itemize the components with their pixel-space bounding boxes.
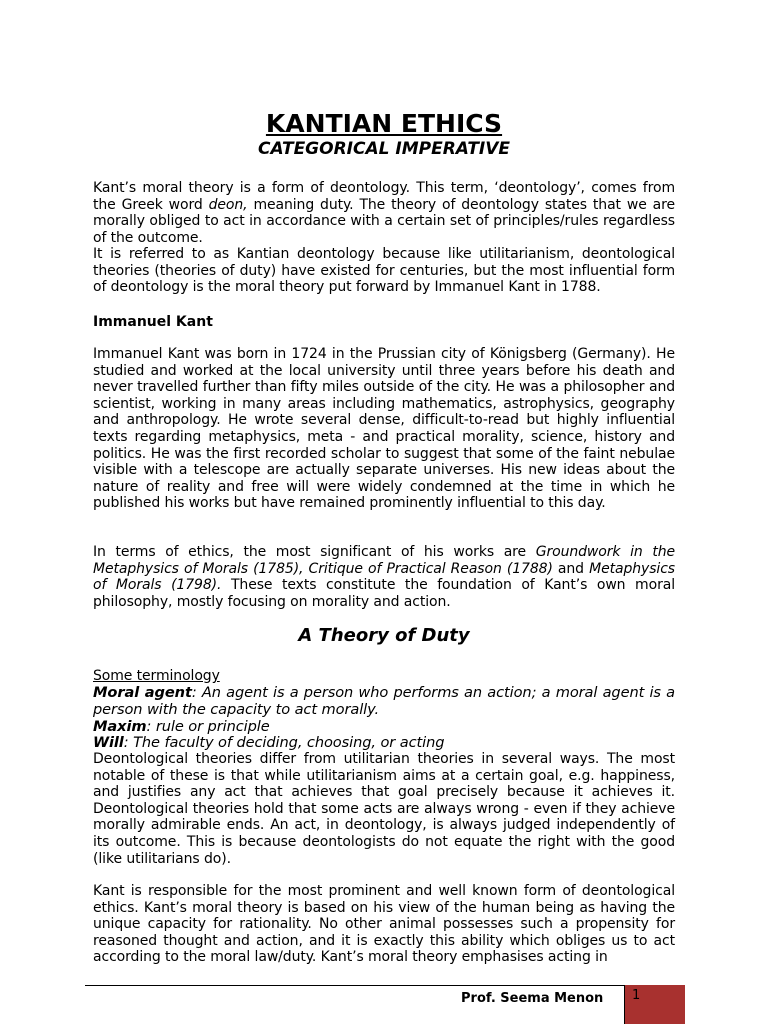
works-title-3: Metaphysics of Morals (1798).	[93, 560, 675, 594]
intro-text-cont: meaning duty. The theory of deontology states that we are morally obliged to act in accordance with a certain set of principles/rules regardless of the outcome.	[93, 196, 676, 246]
page-title: KANTIAN ETHICS	[265, 109, 503, 138]
will-definition	[93, 735, 675, 752]
terminology-label-text: Some terminology	[93, 668, 220, 684]
will-def: : The faculty of deciding, choosing, or acting	[123, 734, 445, 751]
works-titles: Groundwork in the Metaphysics of Morals (1785), Critique of Practical Reason (1788)	[93, 544, 675, 577]
deon-term: deon,	[208, 196, 248, 213]
footer-divider	[85, 985, 675, 986]
page-number: 1	[632, 988, 641, 1003]
deontological-paragraph: Deontological theories differ from utilitarian theories in several ways. The most notable of these is that while utilitarianism aims at a certain goal, e.g. happiness, and justifies any act that achieves that goal precisely because it achieves it. Deontological theories hold that some acts are always wrong - even if they achieve morally admirable ends. An act, in deontology, is always judged independently of its outcome. This is because deontologists do not equate the right with the good (like utilitarians do).	[93, 751, 675, 867]
terminology-label	[93, 668, 675, 685]
kant-theory-paragraph: Kant is responsible for the most prominent and well known form of deontological ethics. Kant’s moral theory is based on his view of the human being as having the unique capacity for rationality. No other animal possesses such a propensity for reasoned thought and action, and it is exactly this ability which obliges us to act according to the moral law/duty. Kant’s moral theory emphasises acting in	[93, 883, 675, 966]
works-and: and	[552, 560, 590, 577]
works-text: In terms of ethics, the most significant of his works are	[93, 544, 536, 560]
kant-bio-paragraph: Immanuel Kant was born in 1724 in the Prussian city of Königsberg (Germany). He studied and worked at the local university until three years before his death and never travelled further than fifty miles outside of the city. He was a philosopher and scientist, working in many areas including mathematics, astrophysics, geography and anthropology. He wrote several dense, difficult-to-read but highly influential texts regarding metaphysics, meta - and practical morality, science, history and politics. He was the first recorded scholar to suggest that some of the faint nebulae visible with a telescope are actually separate universes. His new ideas about the nature of reality and free will were widely condemned at the time in which he published his works but have remained prominently influential to this day.	[93, 346, 675, 512]
moral-agent-definition	[93, 685, 675, 718]
will-term: Will	[93, 734, 124, 751]
works-paragraph	[93, 544, 675, 610]
maxim-def: : rule or principle	[146, 718, 270, 735]
footer-author: Prof. Seema Menon	[461, 991, 604, 1006]
intro-paragraph-2: It is referred to as Kantian deontology because like utilitarianism, deontological theories (theories of duty) have existed for centuries, but the most influential form of deontology is the moral theory put forward by Immanuel Kant in 1788.	[93, 246, 675, 296]
page-number-box	[624, 985, 685, 1024]
intro-text: Kant’s moral theory is a form of deontology. This term, ‘deontology’, comes from the Greek word	[93, 180, 675, 213]
moral-agent-def: : An agent is a person who performs an action; a moral agent is a person with the capacity to act morally.	[93, 684, 675, 718]
works-text-cont: These texts constitute the foundation of Kant’s own moral philosophy, mostly focusing on morality and action.	[93, 577, 675, 610]
page-subtitle: CATEGORICAL IMPERATIVE	[257, 139, 511, 159]
intro-paragraph-1	[93, 180, 675, 246]
section-title: A Theory of Duty	[298, 625, 470, 646]
maxim-term: Maxim	[93, 718, 147, 735]
kant-heading: Immanuel Kant	[93, 314, 213, 330]
moral-agent-term: Moral agent	[93, 684, 192, 701]
